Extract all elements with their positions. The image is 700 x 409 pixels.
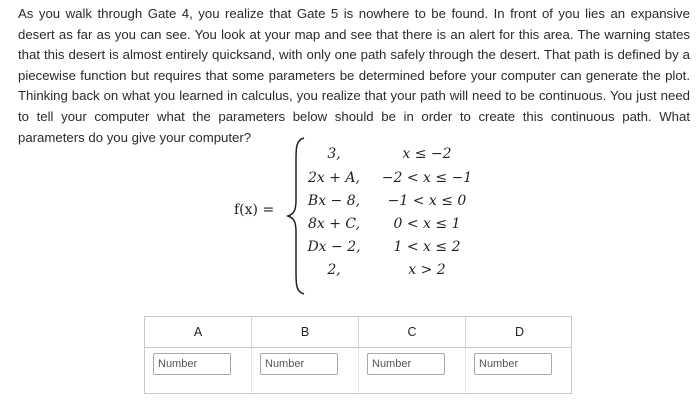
column-header-b: B bbox=[252, 317, 359, 347]
case-condition: 0 < x ≤ 1 bbox=[393, 216, 461, 232]
case-expression: 8x + C, bbox=[307, 216, 361, 232]
case-condition: x ≤ −2 bbox=[402, 146, 452, 162]
case-condition: −2 < x ≤ −1 bbox=[381, 170, 473, 186]
answer-cell-a bbox=[145, 348, 252, 393]
answer-table bbox=[144, 316, 572, 394]
case-row bbox=[300, 239, 500, 261]
case-condition: 1 < x ≤ 2 bbox=[393, 239, 461, 255]
parameter-a-input[interactable] bbox=[153, 353, 231, 375]
answer-cell-d bbox=[466, 348, 573, 393]
question-text: As you walk through Gate 4, you realize that Gate 5 is nowhere to be found. In front of you lies an expansive desert as far as you can see. You look at your map and see that there is an alert for this area. The warning states that this desert is almost entirely quicksand, with only one path safely through the desert. That path is defined by a piecewise function but requires that some parameters be determined before your computer can generate the plot. Thinking back on what you learned in calculus, you realize that your path will need to be continuous. You just need to tell your computer what the parameters below should be in order to create this continuous path. What parameters do you give your computer? bbox=[18, 6, 690, 145]
case-expression: Dx − 2, bbox=[307, 239, 361, 255]
case-expression: 3, bbox=[327, 146, 341, 162]
column-header-c: C bbox=[359, 317, 466, 347]
case-condition: −1 < x ≤ 0 bbox=[387, 193, 467, 209]
case-row bbox=[300, 146, 500, 168]
case-row bbox=[300, 216, 500, 238]
column-header-d: D bbox=[514, 325, 525, 339]
case-row bbox=[300, 170, 500, 192]
case-condition: x > 2 bbox=[408, 262, 446, 278]
case-expression: 2x + A, bbox=[308, 170, 360, 186]
parameter-d-input[interactable] bbox=[474, 353, 552, 375]
parameter-c-input[interactable] bbox=[367, 353, 445, 375]
case-expression: 2, bbox=[327, 262, 341, 278]
case-expression: Bx − 8, bbox=[307, 193, 361, 209]
parameter-b-input[interactable] bbox=[260, 353, 338, 375]
answer-cell-c bbox=[359, 348, 466, 393]
case-row bbox=[300, 193, 500, 215]
function-label: f(x) = bbox=[234, 202, 275, 218]
column-header-a: A bbox=[145, 317, 252, 347]
case-row bbox=[300, 262, 500, 284]
answer-cell-b bbox=[252, 348, 359, 393]
